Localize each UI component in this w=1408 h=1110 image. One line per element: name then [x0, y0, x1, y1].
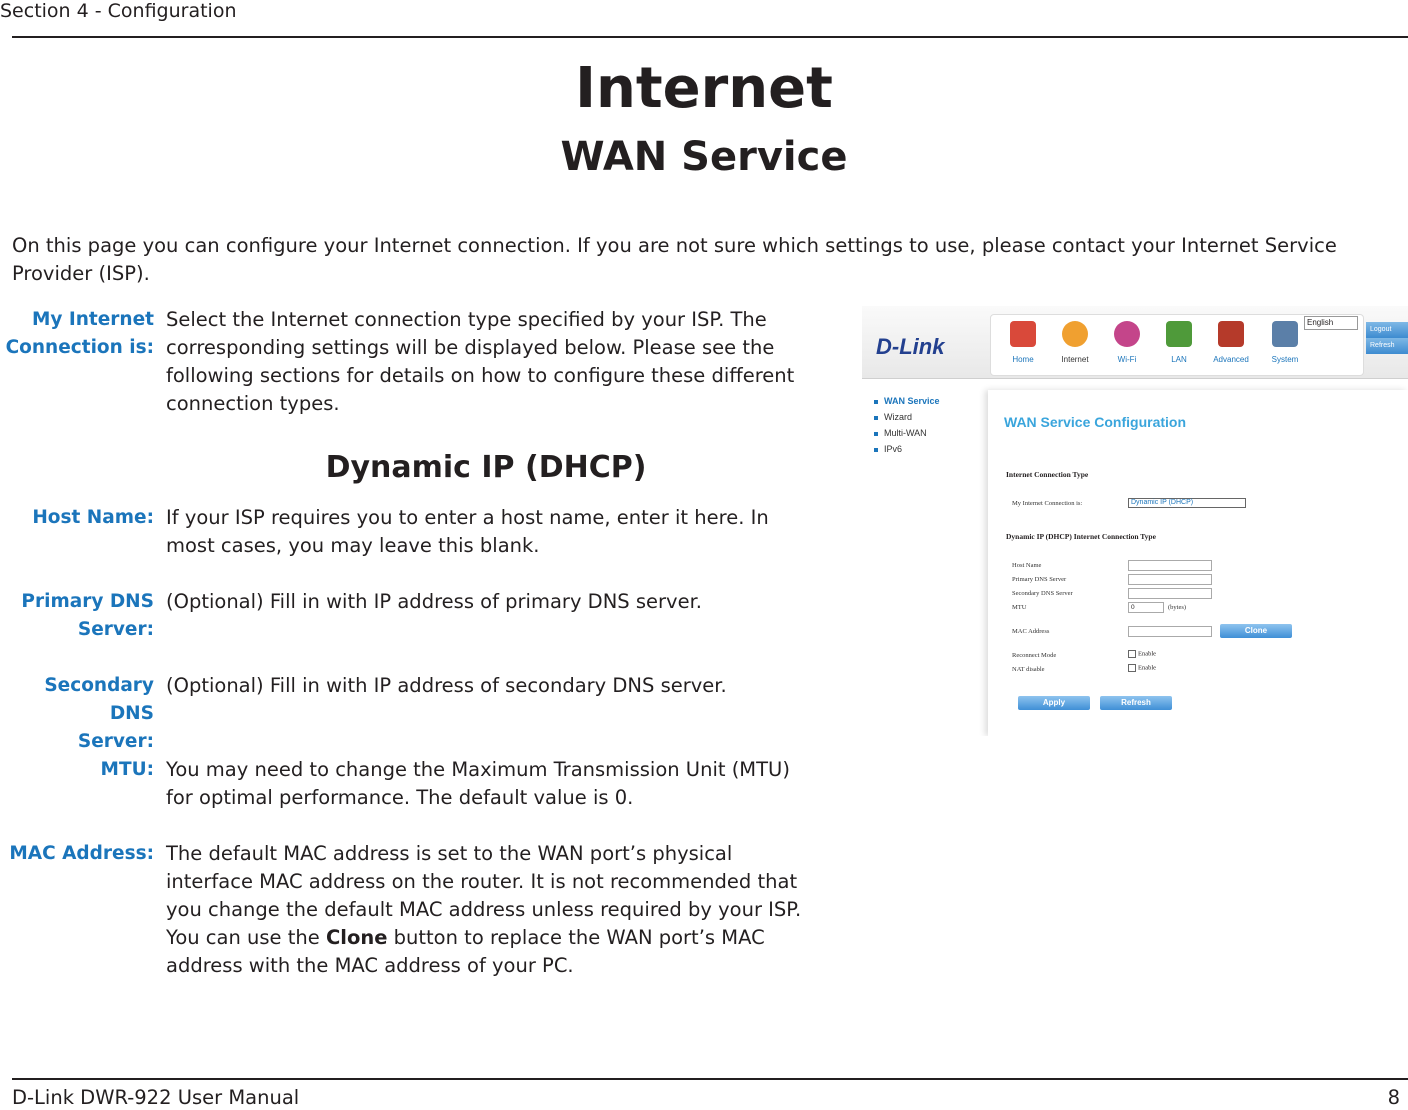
footer-manual: D-Link DWR-922 User Manual	[12, 1086, 300, 1109]
sidebar-item-wizard[interactable]	[874, 412, 940, 422]
nav-advanced[interactable]	[1209, 321, 1253, 364]
desc-my-internet-connection: Select the Internet connection type specified by your ISP. The corresponding settings will be displayed below. Please see the following sections for details on how to configure these different connection types.	[166, 308, 795, 415]
bullet-icon	[874, 448, 878, 452]
page-subtitle: WAN Service	[560, 134, 848, 180]
connection-type-select[interactable]: Dynamic IP (DHCP)	[1128, 498, 1246, 508]
term-line: Secondary DNS	[44, 675, 154, 724]
bytes-label: (bytes)	[1168, 604, 1187, 611]
sidebar-label: WAN Service	[884, 396, 940, 406]
sidebar-item-wan-service[interactable]	[874, 396, 940, 406]
router-topbar	[862, 306, 1408, 379]
nat-checkbox[interactable]	[1128, 664, 1156, 672]
lan-icon	[1166, 321, 1192, 347]
apply-button[interactable]: Apply	[1018, 696, 1090, 710]
conn-label: My Internet Connection is:	[1012, 500, 1083, 507]
router-sidebar	[874, 396, 940, 460]
term-line: My Internet	[31, 309, 154, 330]
primary-dns-input[interactable]	[1128, 574, 1212, 585]
checkbox-label: Enable	[1138, 650, 1157, 658]
nav-home[interactable]	[1001, 321, 1045, 364]
reconnect-label: Reconnect Mode	[1012, 652, 1057, 659]
dlink-logo: D-Link	[876, 334, 945, 359]
language-select[interactable]: English	[1304, 316, 1358, 330]
logout-button[interactable]: Logout	[1366, 322, 1408, 338]
intro-text: On this page you can configure your Internet connection. If you are not sure which settings to use, please contact your Internet Service Provider (ISP).	[12, 234, 1337, 285]
mtu-label: MTU	[1012, 604, 1027, 611]
host-name-input[interactable]	[1128, 560, 1212, 571]
dhcp-heading: Dynamic IP (DHCP)	[325, 450, 647, 485]
term-mac-address: MAC Address:	[9, 843, 154, 864]
nav-internet[interactable]	[1053, 321, 1097, 364]
sidebar-item-multi-wan[interactable]	[874, 428, 940, 438]
secondary-dns-input[interactable]	[1128, 588, 1212, 599]
section-header: Section 4 - Configuration	[0, 0, 237, 22]
bullet-icon	[874, 432, 878, 436]
tools-icon	[1218, 321, 1244, 347]
checkbox-label: Enable	[1138, 664, 1157, 672]
nav-label: LAN	[1171, 355, 1187, 364]
wifi-icon	[1114, 321, 1140, 347]
term-mtu: MTU:	[100, 759, 154, 780]
checkbox-icon	[1128, 650, 1136, 658]
bullet-icon	[874, 400, 878, 404]
footer-rule	[12, 1078, 1408, 1080]
nat-label: NAT disable	[1012, 666, 1045, 673]
sidebar-item-ipv6[interactable]	[874, 444, 940, 454]
sidebar-label: IPv6	[884, 444, 903, 454]
page-title: Internet	[575, 56, 833, 121]
globe-icon	[1062, 321, 1088, 347]
monitor-icon	[1272, 321, 1298, 347]
nav-label: System	[1271, 355, 1299, 364]
router-screenshot	[862, 306, 1408, 736]
page-number: 8	[1387, 1086, 1400, 1109]
term-my-internet-connection	[0, 306, 154, 362]
term-line: Connection is:	[5, 337, 154, 358]
desc-mtu: You may need to change the Maximum Transmission Unit (MTU) for optimal performance. The default value is 0.	[166, 758, 790, 809]
home-icon	[1010, 321, 1036, 347]
sidebar-label: Wizard	[884, 412, 913, 422]
desc-primary-dns: (Optional) Fill in with IP address of primary DNS server.	[166, 590, 702, 613]
term-line: Primary DNS	[21, 591, 154, 612]
bullet-icon	[874, 416, 878, 420]
reconnect-checkbox[interactable]	[1128, 650, 1156, 658]
term-line: Server:	[77, 731, 154, 752]
nav-wifi[interactable]	[1105, 321, 1149, 364]
term-host-name: Host Name:	[32, 507, 154, 528]
sidebar-label: Multi-WAN	[884, 428, 927, 438]
term-primary-dns	[0, 588, 154, 644]
nav-label: Advanced	[1213, 355, 1249, 364]
section-dhcp: Dynamic IP (DHCP) Internet Connection Type	[1006, 532, 1156, 541]
host-name-label: Host Name	[1012, 562, 1042, 569]
checkbox-icon	[1128, 664, 1136, 672]
refresh-link[interactable]: Refresh	[1366, 338, 1408, 354]
nav-lan[interactable]	[1157, 321, 1201, 364]
nav-label: Internet	[1061, 355, 1089, 364]
nav-label: Wi-Fi	[1117, 355, 1137, 364]
desc-text: The default MAC address is set to the WAN port’s physical interface MAC address on the router. It is not recommended that you change the default MAC address unless required by your ISP. You can use the	[166, 842, 802, 949]
desc-secondary-dns: (Optional) Fill in with IP address of secondary DNS server.	[166, 674, 727, 697]
secondary-dns-label: Secondary DNS Server	[1012, 590, 1073, 597]
mac-input[interactable]	[1128, 626, 1212, 637]
primary-dns-label: Primary DNS Server	[1012, 576, 1067, 583]
section-connection-type: Internet Connection Type	[1006, 470, 1089, 479]
clone-button[interactable]: Clone	[1220, 624, 1292, 638]
desc-text: button to replace the WAN port’s MAC address with the MAC address of your PC.	[166, 926, 765, 977]
desc-mac-address	[166, 840, 806, 980]
clone-keyword: Clone	[325, 926, 388, 949]
nav-system[interactable]	[1263, 321, 1307, 364]
header-rule	[12, 36, 1408, 38]
mac-label: MAC Address	[1012, 628, 1050, 635]
desc-host-name: If your ISP requires you to enter a host name, enter it here. In most cases, you may leave this blank.	[166, 506, 769, 557]
term-secondary-dns	[0, 672, 154, 756]
term-line: Server:	[77, 619, 154, 640]
config-panel	[988, 390, 1408, 736]
mtu-input[interactable]: 0	[1128, 602, 1164, 613]
panel-title: WAN Service Configuration	[1004, 414, 1187, 430]
refresh-button[interactable]: Refresh	[1100, 696, 1172, 710]
nav-label: Home	[1012, 355, 1034, 364]
